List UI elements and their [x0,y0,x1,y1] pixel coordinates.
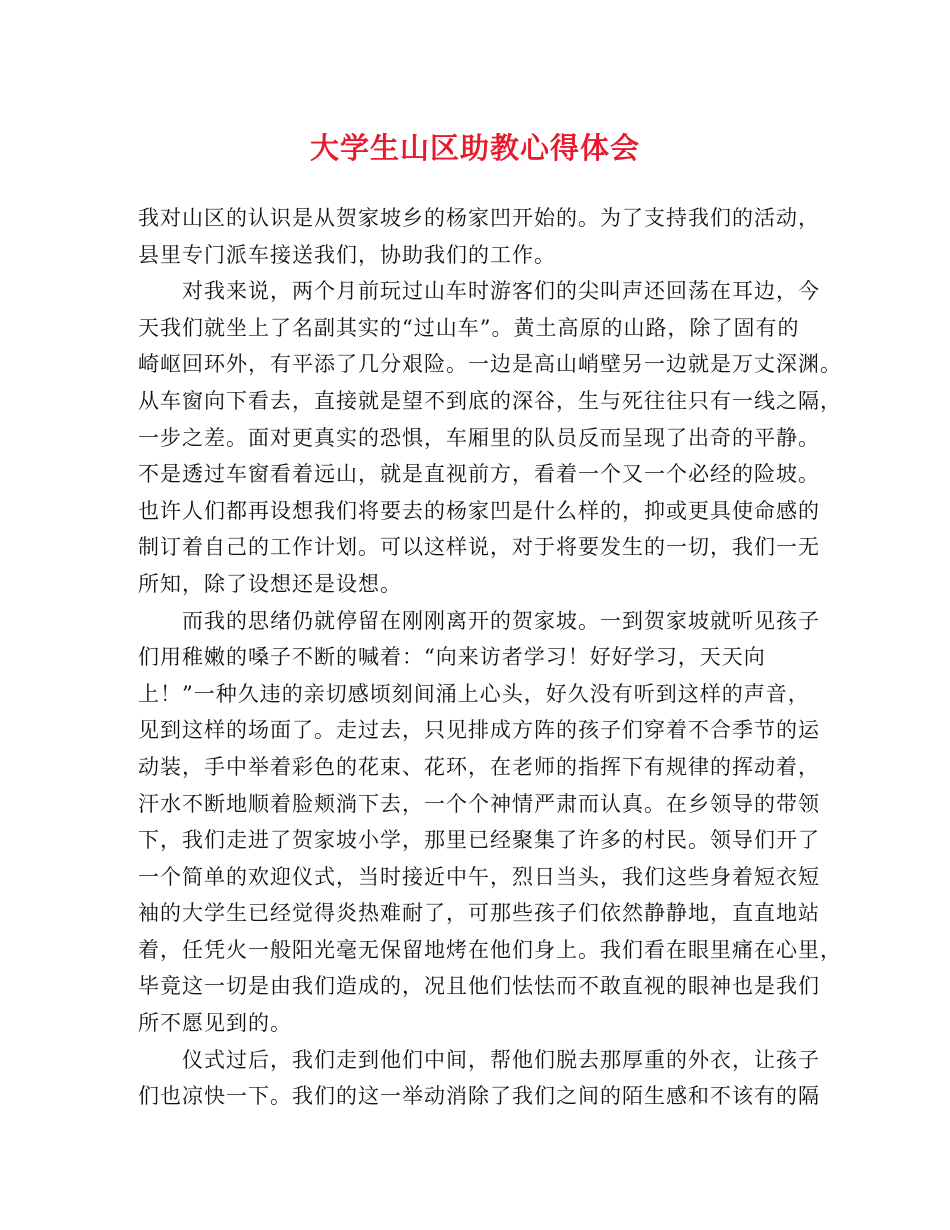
text-line: 天我们就坐上了名副其实的“过山车”。黄土高原的山路，除了固有的 [138,315,800,340]
text-line: 仪式过后，我们走到他们中间，帮他们脱去那厚重的外衣，让孩子 [182,1047,820,1072]
text-line: 们也凉快一下。我们的这一举动消除了我们之间的陌生感和不该有的隔 [138,1084,820,1109]
text-line: 上！”一种久违的亲切感顷刻间涌上心头，好久没有听到这样的声音， [138,681,810,706]
text-line: 毕竟这一切是由我们造成的，况且他们怯怯而不敢直视的眼神也是我们 [138,974,820,999]
text-line: 袖的大学生已经觉得炎热难耐了，可那些孩子们依然静静地，直直地站 [138,901,820,926]
text-line: 对我来说，两个月前玩过山车时游客们的尖叫声还回荡在耳边，今 [182,279,820,304]
text-line: 下，我们走进了贺家坡小学，那里已经聚集了许多的村民。领导们开了 [138,828,820,853]
text-line: 们用稚嫩的嗓子不断的喊着：“向来访者学习！好好学习，天天向 [138,645,766,670]
text-line: 崎岖回环外，有平添了几分艰险。一边是高山峭壁另一边就是万丈深渊。 [138,352,842,377]
document-body [138,200,842,1115]
text-line: 汗水不断地顺着脸颊淌下去，一个个神情严肃而认真。在乡领导的带领 [138,791,820,816]
text-line: 一步之差。面对更真实的恐惧，车厢里的队员反而呈现了出奇的平静。 [138,425,820,450]
text-line: 一个简单的欢迎仪式，当时接近中午，烈日当头，我们这些身着短衣短 [138,864,820,889]
text-line: 县里专门派车接送我们，协助我们的工作。 [138,242,556,267]
text-line: 制订着自己的工作计划。可以这样说，对于将要发生的一切，我们一无 [138,535,820,560]
text-line: 从车窗向下看去，直接就是望不到底的深谷，生与死往往只有一线之隔， [138,388,842,413]
text-line: 动装，手中举着彩色的花束、花环，在老师的指挥下有规律的挥动着， [138,754,820,779]
text-line: 所知，除了设想还是设想。 [138,571,402,596]
text-line: 所不愿见到的。 [138,1011,292,1036]
text-line: 而我的思绪仍就停留在刚刚离开的贺家坡。一到贺家坡就听见孩子 [182,608,820,633]
document-title: 大学生山区助教心得体会 [309,131,640,165]
text-line: 见到这样的场面了。走过去，只见排成方阵的孩子们穿着不合季节的运 [138,718,820,743]
text-line: 也许人们都再设想我们将要去的杨家凹是什么样的，抑或更具使命感的 [138,498,820,523]
text-line: 不是透过车窗看着远山，就是直视前方，看着一个又一个必经的险坡。 [138,462,820,487]
text-line: 着，任凭火一般阳光毫无保留地烤在他们身上。我们看在眼里痛在心里， [138,937,842,962]
text-line: 我对山区的认识是从贺家坡乡的杨家凹开始的。为了支持我们的活动， [138,206,820,230]
